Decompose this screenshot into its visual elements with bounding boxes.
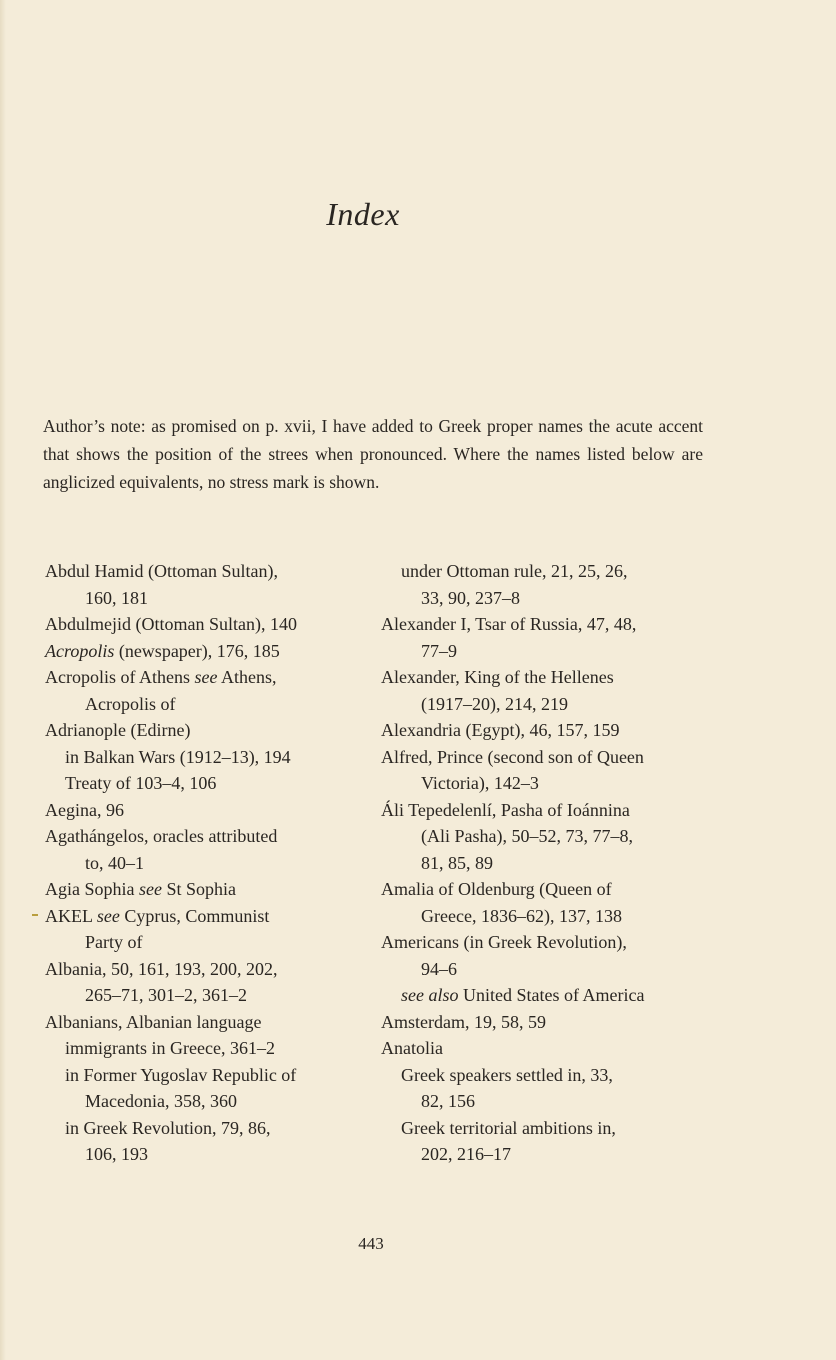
index-entry-line xyxy=(45,585,365,612)
index-entry-line xyxy=(381,638,711,665)
index-entry-text: see xyxy=(96,905,120,926)
index-entry-line xyxy=(381,664,711,691)
index-entry-line xyxy=(381,956,711,983)
index-entry-text: Acropolis of Athens xyxy=(45,667,195,687)
index-entry-line xyxy=(45,823,365,850)
index-entry-line xyxy=(381,1141,711,1168)
index-entry-text: Greece, 1836–62), 137, 138 xyxy=(421,905,622,926)
index-entry-line xyxy=(381,611,711,638)
index-entry-text: 94–6 xyxy=(421,958,457,979)
index-entry-text: in Greek Revolution, 79, 86, xyxy=(65,1117,271,1138)
index-entry-text: Albania, 50, 161, 193, 200, 202, xyxy=(45,958,278,979)
index-entry-line xyxy=(381,1088,711,1115)
index-entry-text: Greek speakers settled in, 33, xyxy=(401,1064,613,1085)
index-entry-line xyxy=(381,1062,711,1089)
index-entry-text: Alfred, Prince (second son of Queen xyxy=(381,746,644,767)
index-entry-text: in Balkan Wars (1912–13), 194 xyxy=(65,746,291,767)
index-entry-text: see xyxy=(139,879,162,899)
index-entry-text: Amsterdam, 19, 58, 59 xyxy=(381,1011,546,1032)
page-title: Index xyxy=(326,196,400,232)
margin-mark xyxy=(32,914,38,916)
index-entry-line xyxy=(381,585,711,612)
index-entry-line xyxy=(45,717,365,744)
index-entry-text: 33, 90, 237–8 xyxy=(421,587,520,608)
index-entry-line xyxy=(381,691,711,718)
index-entry-text: Alexandria (Egypt), 46, 157, 159 xyxy=(381,720,620,740)
index-entry-text: Abdulmejid (Ottoman Sultan), 140 xyxy=(45,614,297,634)
index-entry-text: 202, 216–17 xyxy=(421,1144,511,1164)
index-entry-line xyxy=(45,903,365,930)
index-entry-line xyxy=(45,850,365,877)
index-entry-text: under Ottoman rule, 21, 25, 26, xyxy=(401,561,628,581)
index-entry-line xyxy=(45,982,365,1009)
index-entry-line xyxy=(45,956,365,983)
index-entry-text: (1917–20), 214, 219 xyxy=(421,693,568,714)
index-entry-text: Americans (in Greek Revolution), xyxy=(381,932,627,952)
index-entry-line xyxy=(381,823,711,850)
index-entry-text: Athens, xyxy=(217,667,277,687)
index-entry-text: Áli Tepedelenlí, Pasha of Ioánnina xyxy=(381,799,630,820)
index-entry-text: Alexander I, Tsar of Russia, 47, 48, xyxy=(381,614,637,634)
index-entry-text: 160, 181 xyxy=(85,587,148,608)
index-entry-line xyxy=(45,797,365,824)
index-column-right xyxy=(381,558,711,1168)
index-entry-line xyxy=(381,558,711,585)
index-entry-line xyxy=(381,797,711,824)
index-entry-line xyxy=(45,1009,365,1036)
index-entry-text: United States of America xyxy=(458,985,645,1005)
index-entry-text: Acropolis of xyxy=(85,693,176,714)
index-entry-text: Albanians, Albanian language xyxy=(45,1011,262,1032)
index-entry-text: Agia Sophia xyxy=(45,879,139,899)
index-entry-text: Greek territorial ambitions in, xyxy=(401,1117,616,1138)
index-entry-line xyxy=(381,1035,711,1062)
index-entry-text: (newspaper), 176, 185 xyxy=(114,640,280,661)
index-column-left xyxy=(45,558,365,1168)
index-entry-text: Anatolia xyxy=(381,1038,443,1058)
index-entry-line xyxy=(381,1115,711,1142)
index-entry-text: 265–71, 301–2, 361–2 xyxy=(85,985,247,1005)
index-entry-line xyxy=(45,1115,365,1142)
index-entry-line xyxy=(381,850,711,877)
index-entry-line xyxy=(45,691,365,718)
index-entry-line xyxy=(381,929,711,956)
index-entry-text: 81, 85, 89 xyxy=(421,852,493,873)
index-entry-text: immigrants in Greece, 361–2 xyxy=(65,1038,275,1058)
index-entry-line xyxy=(45,638,365,665)
index-entry-line xyxy=(45,1035,365,1062)
index-entry-line xyxy=(381,1009,711,1036)
index-entry-line xyxy=(45,876,365,903)
index-entry-line xyxy=(45,929,365,956)
page-number: 443 xyxy=(358,1234,384,1253)
index-entry-line xyxy=(381,982,711,1009)
index-entry-text: 82, 156 xyxy=(421,1091,475,1111)
index-entry-text: Acropolis xyxy=(45,640,115,661)
index-entry-line xyxy=(381,876,711,903)
index-entry-text: AKEL xyxy=(45,905,97,926)
index-entry-text: Abdul Hamid (Ottoman Sultan), xyxy=(45,561,278,581)
index-entry-text: Macedonia, 358, 360 xyxy=(85,1091,237,1111)
authors-note: Author’s note: as promised on p. xvii, I have added to Greek proper names the acute accent that shows the position of the strees when pronounced. Where the names listed below are anglicized equivalents, no stress mark is shown. xyxy=(43,416,703,492)
index-entry-text: in Former Yugoslav Republic of xyxy=(65,1064,297,1085)
index-entry-text: Aegina, 96 xyxy=(45,799,124,820)
index-entry-line xyxy=(45,664,365,691)
index-entry-text: St Sophia xyxy=(161,879,236,899)
index-entry-text: Adrianople (Edirne) xyxy=(45,720,191,740)
index-entry-text: Victoria), 142–3 xyxy=(421,773,539,793)
index-entry-text: Alexander, King of the Hellenes xyxy=(381,667,614,687)
index-entry-line xyxy=(45,558,365,585)
index-entry-text: see xyxy=(194,667,218,687)
index-entry-line xyxy=(45,744,365,771)
index-entry-text: see also xyxy=(401,985,459,1005)
index-entry-text: (Ali Pasha), 50–52, 73, 77–8, xyxy=(421,826,633,846)
index-entry-line xyxy=(45,611,365,638)
index-entry-text: Treaty of 103–4, 106 xyxy=(65,773,217,793)
index-entry-text: Amalia of Oldenburg (Queen of xyxy=(381,879,612,899)
index-entry-line xyxy=(381,770,711,797)
index-entry-text: Cyprus, Communist xyxy=(119,905,270,926)
index-entry-line xyxy=(45,770,365,797)
index-entry-line xyxy=(45,1141,365,1168)
index-entry-text: 77–9 xyxy=(421,640,457,661)
index-entry-text: 106, 193 xyxy=(85,1144,148,1164)
index-entry-text: to, 40–1 xyxy=(85,852,145,873)
index-entry-text: Agathángelos, oracles attributed xyxy=(45,826,278,846)
index-entry-line xyxy=(381,903,711,930)
index-entry-line xyxy=(381,717,711,744)
index-entry-line xyxy=(381,744,711,771)
index-entry-line xyxy=(45,1088,365,1115)
index-entry-line xyxy=(45,1062,365,1089)
index-entry-text: Party of xyxy=(85,932,143,952)
